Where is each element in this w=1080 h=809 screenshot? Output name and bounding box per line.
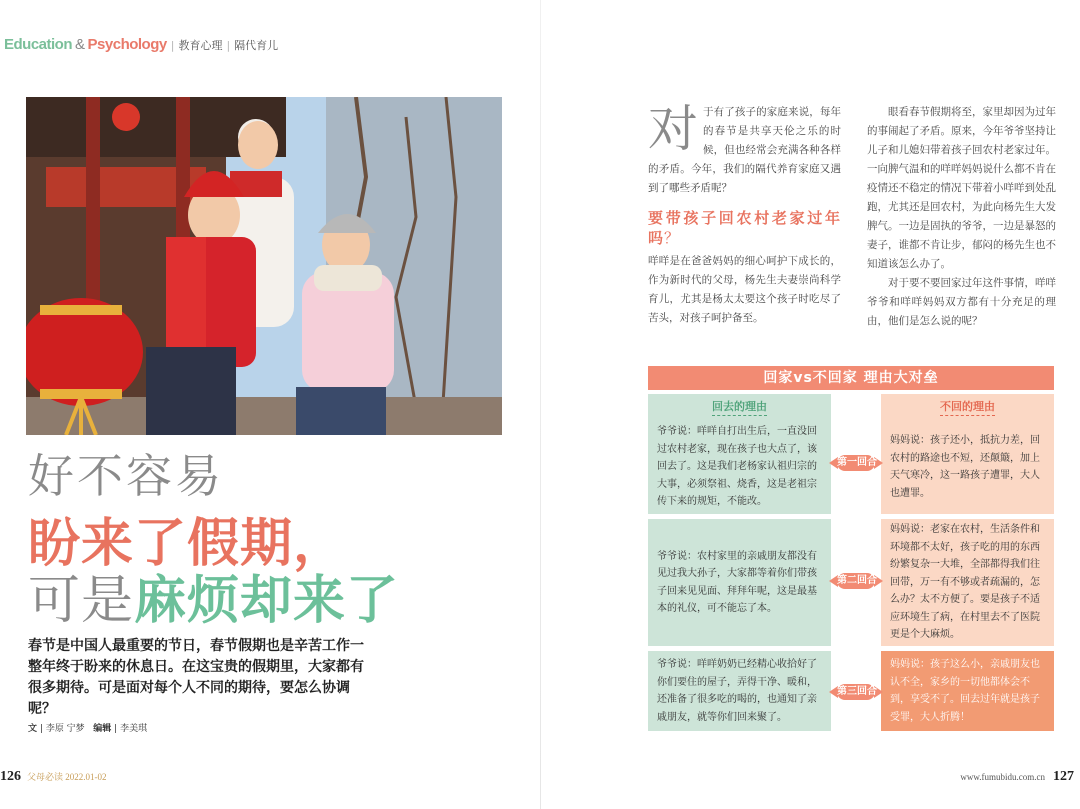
round-3-badge bbox=[829, 683, 883, 701]
page-number-left: 126 bbox=[0, 769, 21, 784]
round-3-grandpa-reason bbox=[648, 651, 831, 731]
footer-left bbox=[0, 769, 107, 785]
headline-line-2: 盼来了假期， bbox=[28, 514, 347, 574]
round-1-label: 第一回合 bbox=[837, 455, 875, 471]
article-subheading-mark: ？ bbox=[664, 229, 681, 247]
page-spine bbox=[540, 0, 541, 809]
brand-education: Education bbox=[4, 36, 73, 53]
round-3-mom-reason bbox=[881, 651, 1054, 731]
intro-paragraph: 春节是中国人最重要的节日，春节假期也是辛苦工作一整年终于盼来的休息日。在这宝贵的假期里，大家都有很多期待。可是面对每个人不同的期待，要怎么协调呢？ bbox=[28, 638, 364, 717]
byline-author-label: 文 bbox=[28, 724, 38, 734]
round-2-grandpa-text: 爷爷说：农村家里的亲戚朋友都没有见过我大孙子，大家都等着你们带孩子回来见见面、拜拜年呢，这是最基本的礼仪，可不能忘了本。 bbox=[657, 550, 817, 614]
byline bbox=[28, 721, 147, 734]
round-2-mom-reason bbox=[881, 519, 1054, 646]
brand-ampersand: & bbox=[75, 36, 85, 53]
website-url[interactable]: www.fumubidu.com.cn bbox=[960, 772, 1045, 782]
article-paragraph-1: 于有了孩子的家庭来说，每年的春节是共享天伦之乐的时候，但也经常会充满各种各样的矛盾。今年，我们的隔代养育家庭又遇到了哪些矛盾呢？ bbox=[648, 106, 841, 194]
headline-line-1: 好不容易 bbox=[28, 449, 224, 503]
drop-cap: 对 bbox=[648, 100, 698, 158]
breadcrumb-category: 教育心理 bbox=[178, 39, 223, 52]
round-1-mom-reason bbox=[881, 420, 1054, 514]
round-2-mom-text: 妈妈说：老家在农村，生活条件和环境都不太好，孩子吃的用的东西纷繁复杂一大堆，全部都得我们往回带，万一有不够或者疏漏的，怎么办？太不方便了。要是孩子不适应环境生了病，在村里去不了医院更是个大麻烦。 bbox=[890, 524, 1040, 641]
article-paragraph-2: 咩咩是在爸爸妈妈的细心呵护下成长的，作为新时代的父母，杨先生夫妻崇尚科学育儿，尤其是杨太太要这个孩子时吃尽了苦头，对孩子呵护备至。 bbox=[648, 255, 841, 324]
brand-psychology: Psychology bbox=[87, 36, 167, 53]
article-paragraph-3: 眼看春节假期将至，家里却因为过年的事闹起了矛盾。原来，今年爷爷坚持让儿子和儿媳妇带着孩子回农村老家过年。一向脾气温和的咩咩妈妈说什么都不肯在疫情还不稳定的情况下带着小咩咩到处乱跑，尤其还是回农村，为此向杨先生大发脾气。一边是固执的爷爷，一边是暴怒的妻子，谁都不肯让步，郁闷的杨先生也不知道该怎么办了。 bbox=[867, 106, 1056, 270]
round-1-grandpa-reason bbox=[648, 420, 831, 514]
round-3-mom-text: 妈妈说：孩子这么小，亲戚朋友也认不全，家乡的一切他都体会不到，享受不了。回去过年就是孩子受罪，大人折腾！ bbox=[890, 659, 1040, 723]
family-photo-illustration bbox=[26, 97, 502, 435]
round-3-label: 第三回合 bbox=[837, 684, 875, 700]
round-1-mom-text: 妈妈说：孩子还小，抵抗力差，回农村的路途也不短，还颠簸，加上天气寒冷，这一路孩子遭罪，大人也遭罪。 bbox=[890, 435, 1040, 499]
magazine-issue: 父母必读 2022.01-02 bbox=[27, 772, 107, 782]
column-head-go-home-text: 回去的理由 bbox=[712, 399, 767, 416]
comparison-banner: 回家vs不回家 理由大对垒 bbox=[648, 366, 1054, 390]
byline-sep: | bbox=[114, 724, 118, 734]
footer-right bbox=[960, 769, 1074, 785]
article-paragraph-4: 对于要不要回家过年这件事情，咩咩爷爷和咩咩妈妈双方都有十分充足的理由，他们是怎么说的呢？ bbox=[867, 277, 1056, 327]
page-number-right: 127 bbox=[1053, 769, 1074, 784]
byline-editor: 李美琪 bbox=[120, 724, 148, 734]
headline-line-3 bbox=[28, 558, 399, 633]
headline-line-3-prefix: 可是 bbox=[28, 571, 135, 631]
headline-line-3-highlight: 麻烦却来了 bbox=[134, 571, 400, 631]
byline-editor-label: 编辑 bbox=[93, 724, 112, 734]
round-3-grandpa-text: 爷爷说：咩咩奶奶已经精心收拾好了你们要住的屋子，弄得干净、暖和，还准备了很多吃的喝的，也通知了亲戚朋友，就等你们回来聚了。 bbox=[657, 659, 817, 723]
breadcrumb-separator: | bbox=[170, 39, 175, 52]
article-subheading bbox=[648, 208, 841, 248]
column-head-stay bbox=[881, 394, 1054, 420]
column-head-stay-text: 不回的理由 bbox=[940, 399, 995, 416]
round-2-badge bbox=[829, 572, 883, 590]
round-2-grandpa-reason bbox=[648, 519, 831, 646]
round-2-label: 第二回合 bbox=[837, 573, 875, 589]
breadcrumb-separator: | bbox=[226, 39, 231, 52]
column-head-go-home bbox=[648, 394, 831, 420]
article-column-2 bbox=[867, 103, 1056, 331]
byline-author: 李原 宁梦 bbox=[45, 724, 85, 734]
family-photo bbox=[26, 97, 502, 435]
article-column-1 bbox=[648, 100, 841, 328]
round-1-badge bbox=[829, 454, 883, 472]
article-subheading-text: 要带孩子回农村老家过年吗 bbox=[648, 209, 841, 247]
byline-sep: | bbox=[39, 724, 43, 734]
round-1-grandpa-text: 爷爷说：咩咩自打出生后，一直没回过农村老家，现在孩子也大点了，该回去了。这是我们老杨家认祖归宗的大事，必须祭祖、烧香，这是老祖宗传下来的规矩，不能改。 bbox=[657, 426, 817, 508]
breadcrumb-topic: 隔代育儿 bbox=[234, 39, 279, 52]
section-header bbox=[4, 36, 278, 56]
